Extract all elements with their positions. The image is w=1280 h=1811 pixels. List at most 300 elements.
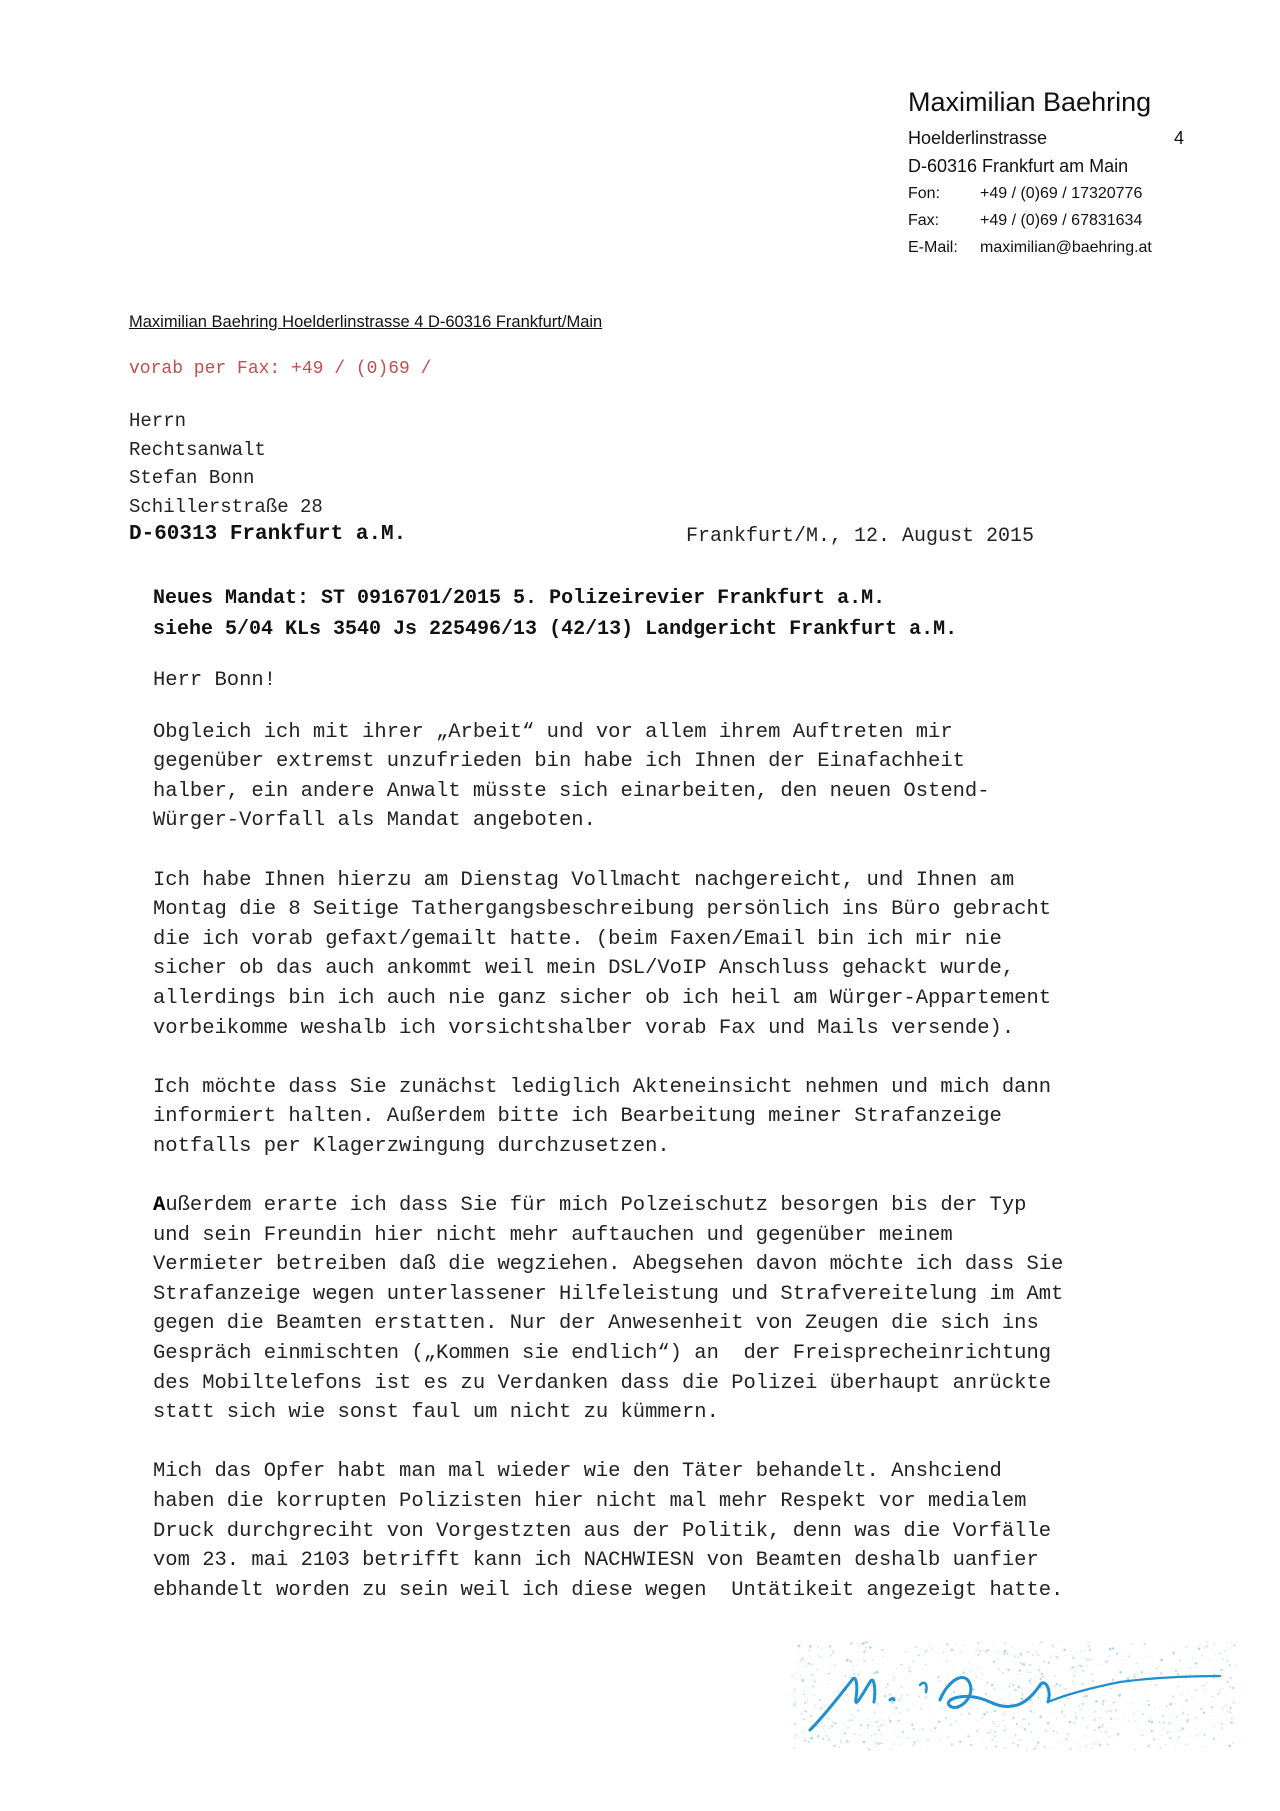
signature-speck bbox=[1037, 1707, 1038, 1708]
signature-speck bbox=[814, 1704, 817, 1707]
paragraph-2 bbox=[153, 866, 1193, 1044]
signature-speck bbox=[915, 1646, 917, 1648]
signature-speck bbox=[1215, 1655, 1216, 1656]
signature-speck bbox=[1159, 1748, 1160, 1749]
sender-fax-row bbox=[908, 207, 1184, 234]
signature-speck bbox=[803, 1690, 804, 1691]
signature-speck bbox=[874, 1734, 876, 1736]
signature-speck bbox=[977, 1700, 978, 1701]
signature-speck bbox=[1110, 1651, 1111, 1652]
signature-speck bbox=[906, 1737, 908, 1739]
signature-speck bbox=[971, 1699, 972, 1700]
signature-speck bbox=[993, 1688, 995, 1690]
signature-speck bbox=[840, 1741, 842, 1743]
signature-speck bbox=[800, 1678, 801, 1679]
signature-speck bbox=[825, 1653, 826, 1654]
signature-speck bbox=[908, 1666, 910, 1668]
signature-speck bbox=[1214, 1642, 1215, 1643]
signature-speck bbox=[860, 1724, 862, 1726]
signature-speck bbox=[1144, 1643, 1146, 1645]
signature-speck bbox=[985, 1704, 986, 1705]
signature-speck bbox=[1028, 1723, 1030, 1725]
signature-stroke bbox=[810, 1676, 1220, 1730]
signature-speck bbox=[828, 1718, 830, 1720]
signature-speck bbox=[791, 1675, 793, 1677]
signature-speck bbox=[929, 1692, 930, 1693]
signature-speck bbox=[820, 1680, 821, 1681]
signature-speck bbox=[960, 1693, 961, 1694]
signature-speck bbox=[1084, 1736, 1085, 1737]
signature-speck bbox=[793, 1703, 795, 1705]
signature-speck bbox=[1165, 1744, 1166, 1745]
signature-speck bbox=[1052, 1713, 1054, 1715]
signature-speck bbox=[893, 1676, 895, 1678]
signature-speck bbox=[793, 1747, 795, 1749]
signature-speck bbox=[898, 1691, 899, 1692]
signature-speck bbox=[893, 1706, 894, 1707]
signature-speck bbox=[1144, 1695, 1145, 1696]
signature-speck bbox=[1063, 1715, 1065, 1717]
signature-speck bbox=[878, 1729, 880, 1731]
signature-speck bbox=[1177, 1686, 1178, 1687]
signature-speck bbox=[1075, 1712, 1076, 1713]
signature-speck bbox=[991, 1739, 992, 1740]
signature-speck bbox=[877, 1671, 879, 1673]
paragraph-line: vom 23. mai 2103 betrifft kann ich NACHWIESN von Beamten deshalb uanfier bbox=[153, 1549, 1039, 1573]
signature-speck bbox=[1134, 1720, 1135, 1721]
signature-speck bbox=[1063, 1741, 1064, 1742]
signature-speck bbox=[1122, 1660, 1124, 1662]
signature-speck bbox=[930, 1729, 932, 1731]
signature-speck bbox=[983, 1649, 984, 1650]
signature-speck bbox=[1040, 1641, 1043, 1644]
subject-line-2: siehe 5/04 KLs 3540 Js 225496/13 (42/13) Landgericht Frankfurt a.M. bbox=[153, 618, 958, 641]
signature-speck bbox=[1024, 1666, 1025, 1667]
signature-speck bbox=[1087, 1641, 1089, 1643]
signature-speck bbox=[1133, 1713, 1135, 1715]
recipient-salutation-line: Herrn bbox=[129, 410, 187, 432]
signature-speck bbox=[1219, 1697, 1220, 1698]
signature-speck bbox=[1119, 1694, 1120, 1695]
signature-speck bbox=[1202, 1684, 1204, 1686]
signature-speck bbox=[990, 1729, 991, 1730]
signature-speck bbox=[1148, 1720, 1150, 1722]
signature-speck bbox=[857, 1709, 860, 1712]
signature-speck bbox=[1111, 1722, 1112, 1723]
signature-speck bbox=[1102, 1730, 1103, 1731]
signature-speck bbox=[936, 1692, 937, 1693]
signature-speck bbox=[1020, 1662, 1022, 1664]
signature-speck bbox=[1221, 1680, 1222, 1681]
signature-speck bbox=[920, 1649, 921, 1650]
paragraph-line: Ich möchte dass Sie zunächst lediglich Akteneinsicht nehmen und mich dann bbox=[153, 1075, 1052, 1099]
signature-speck bbox=[883, 1718, 884, 1719]
signature-speck bbox=[1093, 1742, 1094, 1743]
signature-speck bbox=[1172, 1652, 1175, 1655]
signature-speck bbox=[1187, 1679, 1188, 1680]
signature-speck bbox=[1086, 1726, 1088, 1728]
signature-speck bbox=[1027, 1744, 1028, 1745]
signature-speck bbox=[982, 1717, 984, 1719]
signature-speck bbox=[918, 1696, 920, 1698]
signature-speck bbox=[896, 1727, 897, 1728]
signature-speck bbox=[878, 1726, 880, 1728]
paragraph-line: gegen die Beamten erstatten. Nur der Anwesenheit von Zeugen die sich ins bbox=[153, 1312, 1039, 1336]
signature-speck bbox=[1004, 1730, 1006, 1732]
signature-speck bbox=[897, 1719, 899, 1721]
signature-speck bbox=[1069, 1748, 1071, 1750]
signature-speck bbox=[1084, 1658, 1086, 1660]
paragraph-line bbox=[153, 1191, 1193, 1221]
signature-speck bbox=[1098, 1726, 1100, 1728]
signature-speck bbox=[1075, 1716, 1077, 1718]
letter-body bbox=[153, 666, 1193, 1635]
signature-speck bbox=[1061, 1711, 1063, 1713]
signature-speck bbox=[924, 1696, 925, 1697]
signature-speck bbox=[1149, 1718, 1151, 1720]
signature-speck bbox=[1170, 1703, 1172, 1705]
signature-speck bbox=[819, 1655, 821, 1657]
signature-speck bbox=[979, 1650, 981, 1652]
signature-speck bbox=[1188, 1714, 1189, 1715]
signature-speck bbox=[881, 1742, 883, 1744]
signature-speck bbox=[1137, 1670, 1138, 1671]
signature-speck bbox=[821, 1709, 822, 1710]
signature-speck bbox=[1135, 1749, 1136, 1750]
signature-speck bbox=[965, 1723, 966, 1724]
signature-speck bbox=[1018, 1673, 1019, 1674]
signature-speck bbox=[899, 1679, 900, 1680]
signature-speck bbox=[938, 1680, 941, 1683]
signature-speck bbox=[829, 1645, 832, 1648]
signature-speck bbox=[1093, 1713, 1094, 1714]
signature-speck bbox=[912, 1660, 914, 1662]
signature-speck bbox=[814, 1681, 816, 1683]
signature-speck bbox=[1213, 1705, 1214, 1706]
signature-speck bbox=[1194, 1717, 1196, 1719]
signature-speck bbox=[854, 1717, 855, 1718]
signature-speck bbox=[1005, 1699, 1006, 1700]
signature-speck bbox=[1067, 1657, 1068, 1658]
paragraph-3 bbox=[153, 1073, 1193, 1162]
signature-speck bbox=[1228, 1692, 1229, 1693]
signature-speck bbox=[794, 1690, 796, 1692]
signature-speck bbox=[876, 1703, 878, 1705]
signature-speck bbox=[1094, 1729, 1096, 1731]
signature-speck bbox=[1010, 1702, 1011, 1703]
signature-speck bbox=[800, 1713, 802, 1715]
paragraph-initial: A bbox=[153, 1194, 166, 1218]
signature-speck bbox=[1043, 1676, 1044, 1677]
signature-speck bbox=[893, 1679, 895, 1681]
signature-speck bbox=[1096, 1682, 1097, 1683]
signature-speck bbox=[940, 1657, 941, 1658]
signature-speck bbox=[1102, 1703, 1104, 1705]
signature-speck bbox=[948, 1679, 949, 1680]
signature-speck bbox=[832, 1651, 834, 1653]
signature-speck bbox=[1230, 1707, 1232, 1709]
signature-speck bbox=[1150, 1656, 1151, 1657]
signature-speck bbox=[1101, 1725, 1104, 1728]
paragraph-line: Würger-Vorfall als Mandat angeboten. bbox=[153, 809, 596, 833]
signature-speck bbox=[1010, 1683, 1011, 1684]
signature-speck bbox=[978, 1690, 979, 1691]
signature-speck bbox=[1004, 1686, 1005, 1687]
signature-speck bbox=[1167, 1731, 1169, 1733]
signature-speck bbox=[994, 1735, 996, 1737]
signature-speck bbox=[969, 1672, 970, 1673]
signature-speck bbox=[817, 1646, 819, 1648]
signature-speck bbox=[1072, 1666, 1074, 1668]
sender-street: Hoelderlinstrasse bbox=[908, 128, 1048, 148]
signature-speck bbox=[927, 1747, 928, 1748]
signature-speck bbox=[1065, 1738, 1067, 1740]
signature-speck bbox=[887, 1683, 889, 1685]
signature-speck bbox=[1107, 1726, 1108, 1727]
signature-speck bbox=[869, 1646, 872, 1649]
signature-speck bbox=[831, 1649, 833, 1651]
signature-speck bbox=[891, 1701, 894, 1704]
signature-speck bbox=[1098, 1717, 1101, 1720]
signature-speck bbox=[882, 1656, 884, 1658]
sender-phone-row bbox=[908, 180, 1184, 207]
signature-speck bbox=[844, 1732, 846, 1734]
signature-speck bbox=[851, 1719, 853, 1721]
signature-speck bbox=[1128, 1676, 1130, 1678]
signature-speck bbox=[1112, 1648, 1114, 1650]
signature-speck bbox=[1157, 1739, 1158, 1740]
signature-speck bbox=[868, 1719, 869, 1720]
signature-speck bbox=[802, 1658, 804, 1660]
signature-speck bbox=[1050, 1726, 1051, 1727]
signature-speck bbox=[994, 1710, 996, 1712]
signature-speck bbox=[1027, 1687, 1028, 1688]
signature-speck bbox=[800, 1659, 801, 1660]
signature-speck bbox=[1117, 1733, 1119, 1735]
email-label: E-Mail: bbox=[908, 239, 958, 256]
signature-speck bbox=[867, 1748, 869, 1750]
paragraph-line: Vermieter betreiben daß die wegziehen. Abegsehen davon möchte ich dass Sie bbox=[153, 1253, 1064, 1277]
signature-speck bbox=[902, 1664, 903, 1665]
signature-speck bbox=[1044, 1746, 1047, 1749]
fax-number: +49 / (0)69 / 67831634 bbox=[980, 212, 1143, 229]
signature-speck bbox=[1017, 1724, 1018, 1725]
signature-speck bbox=[972, 1704, 973, 1705]
sender-postal-city: D-60316 Frankfurt am Main bbox=[908, 156, 1129, 176]
signature-speck bbox=[977, 1655, 978, 1656]
signature-speck bbox=[1153, 1738, 1155, 1740]
signature-speck bbox=[1030, 1682, 1032, 1684]
signature-speck bbox=[1038, 1669, 1040, 1671]
signature-speck bbox=[1230, 1711, 1232, 1713]
signature-speck bbox=[823, 1659, 824, 1660]
signature-speck bbox=[1147, 1700, 1150, 1703]
signature-speck bbox=[906, 1678, 907, 1679]
signature-speck bbox=[1119, 1696, 1120, 1697]
signature-speck bbox=[817, 1735, 819, 1737]
signature-speck bbox=[1034, 1748, 1036, 1750]
signature-speck bbox=[917, 1740, 918, 1741]
signature-speck bbox=[1038, 1656, 1039, 1657]
signature-speck bbox=[987, 1732, 989, 1734]
signature-speck bbox=[830, 1654, 832, 1656]
signature-speck bbox=[887, 1658, 888, 1659]
signature-speck bbox=[857, 1673, 859, 1675]
signature-speck bbox=[1038, 1644, 1039, 1645]
signature-speck bbox=[873, 1712, 874, 1713]
signature-speck bbox=[1041, 1673, 1043, 1675]
signature-speck bbox=[816, 1725, 818, 1727]
signature-speck bbox=[1016, 1745, 1017, 1746]
signature-speck bbox=[1018, 1726, 1019, 1727]
signature-speck bbox=[1069, 1721, 1072, 1724]
signature-speck bbox=[1109, 1689, 1110, 1690]
signature-speck bbox=[1169, 1717, 1170, 1718]
signature-speck bbox=[1200, 1708, 1202, 1710]
signature-speck bbox=[822, 1738, 824, 1740]
signature-speck bbox=[1130, 1673, 1131, 1674]
signature-speck bbox=[1013, 1742, 1015, 1744]
signature-speck bbox=[998, 1668, 1000, 1670]
signature-speck bbox=[978, 1729, 979, 1730]
signature-speck bbox=[1063, 1683, 1064, 1684]
signature-speck bbox=[1142, 1735, 1143, 1736]
signature-speck bbox=[804, 1739, 807, 1742]
signature-speck bbox=[1039, 1678, 1041, 1680]
signature-speck bbox=[1219, 1707, 1220, 1708]
signature-speck bbox=[1128, 1719, 1129, 1720]
signature-speck bbox=[1104, 1695, 1105, 1696]
signature-speck bbox=[843, 1672, 844, 1673]
signature-speck bbox=[911, 1724, 913, 1726]
signature-speck bbox=[1144, 1719, 1145, 1720]
signature-speck bbox=[1046, 1692, 1047, 1693]
fax-note: vorab per Fax: +49 / (0)69 / bbox=[129, 359, 432, 379]
signature-speck bbox=[1093, 1719, 1096, 1722]
signature-speck bbox=[1228, 1745, 1231, 1748]
signature-speck bbox=[1030, 1733, 1031, 1734]
signature-speck bbox=[1013, 1714, 1014, 1715]
signature-speck bbox=[968, 1712, 970, 1714]
signature-speck bbox=[1023, 1718, 1025, 1720]
signature-speck bbox=[1009, 1693, 1010, 1694]
signature-speck bbox=[1187, 1645, 1188, 1646]
signature-speck bbox=[991, 1735, 993, 1737]
signature-speck bbox=[843, 1665, 844, 1666]
signature-speck bbox=[802, 1731, 803, 1732]
signature-speck bbox=[1196, 1705, 1197, 1706]
signature-speck bbox=[1181, 1686, 1182, 1687]
signature-speck bbox=[1017, 1687, 1019, 1689]
signature-speck bbox=[1081, 1716, 1082, 1717]
signature-speck bbox=[997, 1726, 999, 1728]
signature-speck bbox=[976, 1730, 978, 1732]
signature-speck bbox=[1093, 1717, 1094, 1718]
signature-speck bbox=[960, 1651, 962, 1653]
signature-speck bbox=[1012, 1717, 1014, 1719]
signature-speck bbox=[922, 1655, 923, 1656]
signature-speck bbox=[1213, 1739, 1214, 1740]
signature-speck bbox=[1169, 1737, 1171, 1739]
subject-line-1: Neues Mandat: ST 0916701/2015 5. Polizeirevier Frankfurt a.M. bbox=[153, 587, 886, 610]
signature-speck bbox=[1085, 1745, 1087, 1747]
signature-speck bbox=[925, 1650, 927, 1652]
signature-speck bbox=[1067, 1652, 1068, 1653]
signature-speck bbox=[956, 1720, 958, 1722]
signature-speck bbox=[909, 1718, 910, 1719]
signature-speck bbox=[1032, 1703, 1033, 1704]
signature-speck bbox=[823, 1728, 824, 1729]
signature-speck bbox=[1209, 1659, 1210, 1660]
signature-speck bbox=[850, 1642, 852, 1644]
sender-letterhead bbox=[908, 84, 1184, 261]
signature-speck bbox=[1185, 1646, 1187, 1648]
signature-speck bbox=[807, 1741, 809, 1743]
signature-speck bbox=[1069, 1651, 1070, 1652]
paragraph-line: Druck durchgreciht von Vorgestzten aus der Politik, denn was die Vorfälle bbox=[153, 1519, 1052, 1543]
signature-speck bbox=[1109, 1736, 1110, 1737]
signature-speck bbox=[1177, 1673, 1180, 1676]
signature-speck bbox=[847, 1694, 849, 1696]
signature-speck bbox=[1163, 1722, 1165, 1724]
signature-speck bbox=[927, 1675, 928, 1676]
signature-speck bbox=[867, 1646, 868, 1647]
signature-speck bbox=[906, 1651, 907, 1652]
signature-speck bbox=[1047, 1722, 1050, 1725]
signature-speck bbox=[939, 1662, 940, 1663]
signature-speck bbox=[799, 1669, 800, 1670]
signature-speck bbox=[1084, 1649, 1086, 1651]
signature-speck bbox=[1020, 1687, 1022, 1689]
phone-label: Fon: bbox=[908, 185, 941, 202]
signature-speck bbox=[1192, 1658, 1194, 1660]
signature-speck bbox=[1207, 1642, 1209, 1644]
signature-speck bbox=[909, 1670, 912, 1673]
signature-speck bbox=[945, 1717, 947, 1719]
signature-speck bbox=[1002, 1672, 1004, 1674]
signature-speck bbox=[1035, 1677, 1036, 1678]
signature-speck bbox=[1074, 1671, 1076, 1673]
signature-speck bbox=[1223, 1650, 1225, 1652]
signature-speck bbox=[795, 1676, 796, 1677]
signature-speck bbox=[1078, 1749, 1079, 1750]
signature-speck bbox=[1050, 1657, 1052, 1659]
signature-speck bbox=[808, 1663, 810, 1665]
paragraph-line: Gespräch einmischten („Kommen sie endlich“) an der Freisprecheinrichtung bbox=[153, 1342, 1052, 1366]
signature-speck bbox=[1134, 1676, 1136, 1678]
signature-speck bbox=[1036, 1654, 1037, 1655]
signature-speck bbox=[1021, 1697, 1024, 1700]
signature-speck bbox=[1196, 1723, 1197, 1724]
paragraph-line: Strafanzeige wegen unterlassener Hilfeleistung und Strafvereitelung im Amt bbox=[153, 1282, 1064, 1306]
paragraph-line: ebhandelt worden zu sein weil ich diese wegen Untätikeit angezeigt hatte. bbox=[153, 1578, 1064, 1602]
signature-speck bbox=[1142, 1713, 1144, 1715]
signature-speck bbox=[1006, 1643, 1007, 1644]
signature-speck bbox=[875, 1712, 876, 1713]
signature-speck bbox=[883, 1720, 884, 1721]
signature-speck bbox=[993, 1660, 995, 1662]
signature-speck bbox=[1073, 1684, 1075, 1686]
signature-speck bbox=[1029, 1664, 1031, 1666]
signature-speck bbox=[1224, 1677, 1225, 1678]
signature-speck bbox=[915, 1705, 916, 1706]
signature-speck bbox=[1061, 1713, 1062, 1714]
signature-speck bbox=[1139, 1716, 1140, 1717]
signature-speck bbox=[898, 1744, 899, 1745]
signature-speck bbox=[948, 1715, 949, 1716]
phone-number: +49 / (0)69 / 17320776 bbox=[980, 185, 1143, 202]
signature-speck bbox=[1079, 1708, 1081, 1710]
